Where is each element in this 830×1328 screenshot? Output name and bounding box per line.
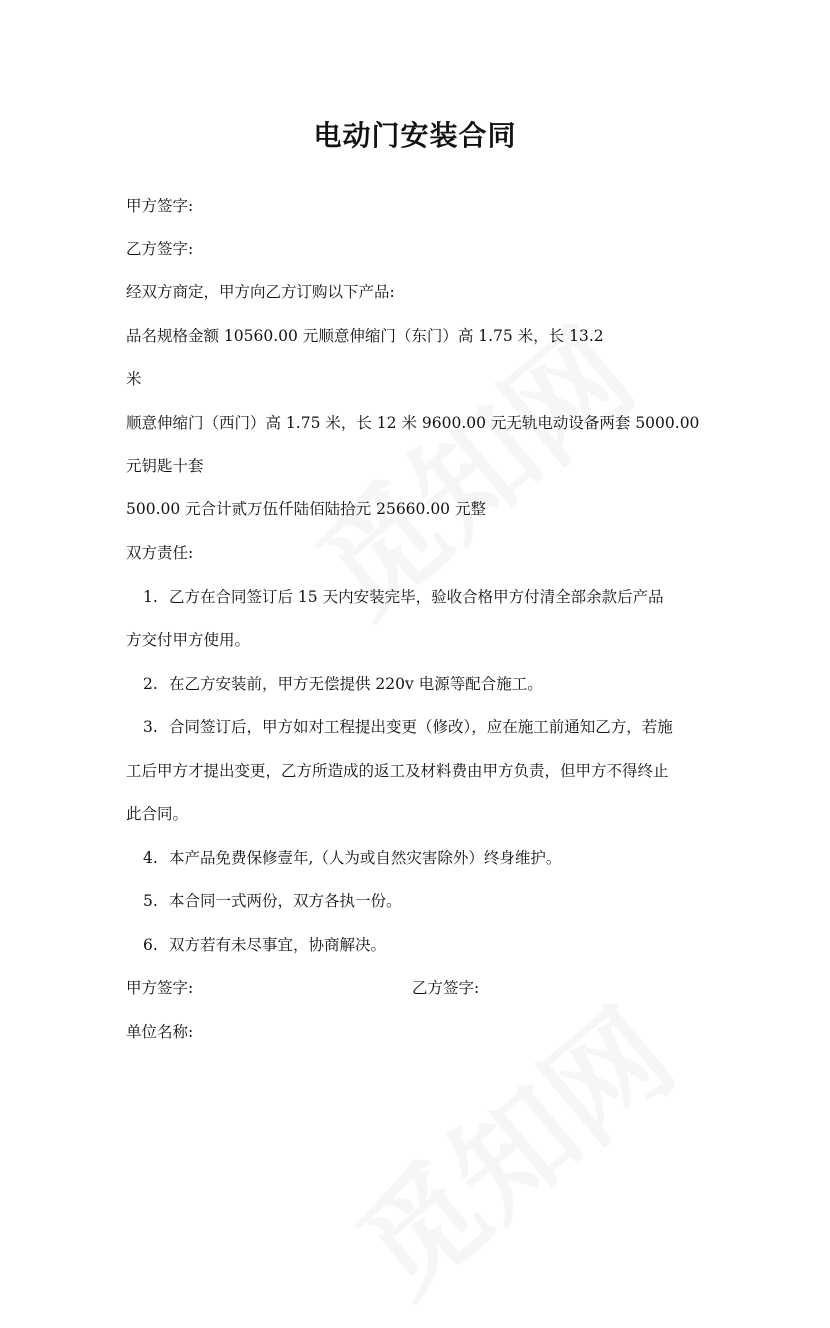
party-a-signature: 甲方签字: xyxy=(126,979,194,997)
product-line-1a: 品名规格金额 10560.00 元顺意伸缩门（东门）高 1.75 米，长 13.2 xyxy=(126,327,604,345)
list-item-text: 在乙方安装前，甲方无偿提供 220v 电源等配合施工。 xyxy=(169,675,543,693)
list-item-number: 1. xyxy=(143,588,158,606)
list-item-number: 6. xyxy=(143,936,158,954)
list-item-text: 乙方在合同签订后 15 天内安装完毕，验收合格甲方付清全部余款后产品 xyxy=(169,588,664,606)
list-item-2 xyxy=(143,674,543,694)
list-item-number: 4. xyxy=(143,849,158,867)
list-item-text: 双方若有未尽事宜，协商解决。 xyxy=(169,936,387,954)
list-item-4 xyxy=(143,848,561,868)
intro-text: 经双方商定，甲方向乙方订购以下产品: xyxy=(126,283,395,301)
product-line-2b: 元钥匙十套 xyxy=(126,457,204,475)
list-item-text: 本产品免费保修壹年,（人为或自然灾害除外）终身维护。 xyxy=(169,849,562,867)
list-item-number: 3. xyxy=(143,718,158,736)
list-item-3-continuation: 工后甲方才提出变更，乙方所造成的返工及材料费由甲方负责，但甲方不得终止 xyxy=(126,762,669,780)
total-line: 500.00 元合计贰万伍仟陆佰陆拾元 25660.00 元整 xyxy=(126,500,486,518)
responsibilities-heading: 双方责任: xyxy=(126,544,194,562)
product-line-1b: 米 xyxy=(126,370,142,388)
list-item-3 xyxy=(143,717,673,737)
list-item-3-continuation-2: 此合同。 xyxy=(126,805,189,823)
list-item-6 xyxy=(143,935,386,955)
list-item-number: 5. xyxy=(143,892,158,910)
list-item-number: 2. xyxy=(143,675,158,693)
party-b-signature-top: 乙方签字: xyxy=(126,240,194,258)
party-a-signature-top: 甲方签字: xyxy=(126,197,194,215)
unit-name-label: 单位名称: xyxy=(126,1023,194,1041)
watermark-graphic-bottom xyxy=(317,964,703,1327)
list-item-5 xyxy=(143,891,402,911)
list-item-1 xyxy=(143,587,664,607)
product-line-2a: 顺意伸缩门（西门）高 1.75 米，长 12 米 9600.00 元无轨电动设备两套 5000.00 xyxy=(126,414,700,432)
party-b-signature: 乙方签字: xyxy=(412,979,480,997)
list-item-text: 本合同一式两份，双方各执一份。 xyxy=(169,892,402,910)
document-title: 电动门安装合同 xyxy=(313,119,517,152)
list-item-text: 合同签订后，甲方如对工程提出变更（修改），应在施工前通知乙方，若施 xyxy=(169,718,673,736)
list-item-1-continuation: 方交付甲方使用。 xyxy=(126,631,251,649)
